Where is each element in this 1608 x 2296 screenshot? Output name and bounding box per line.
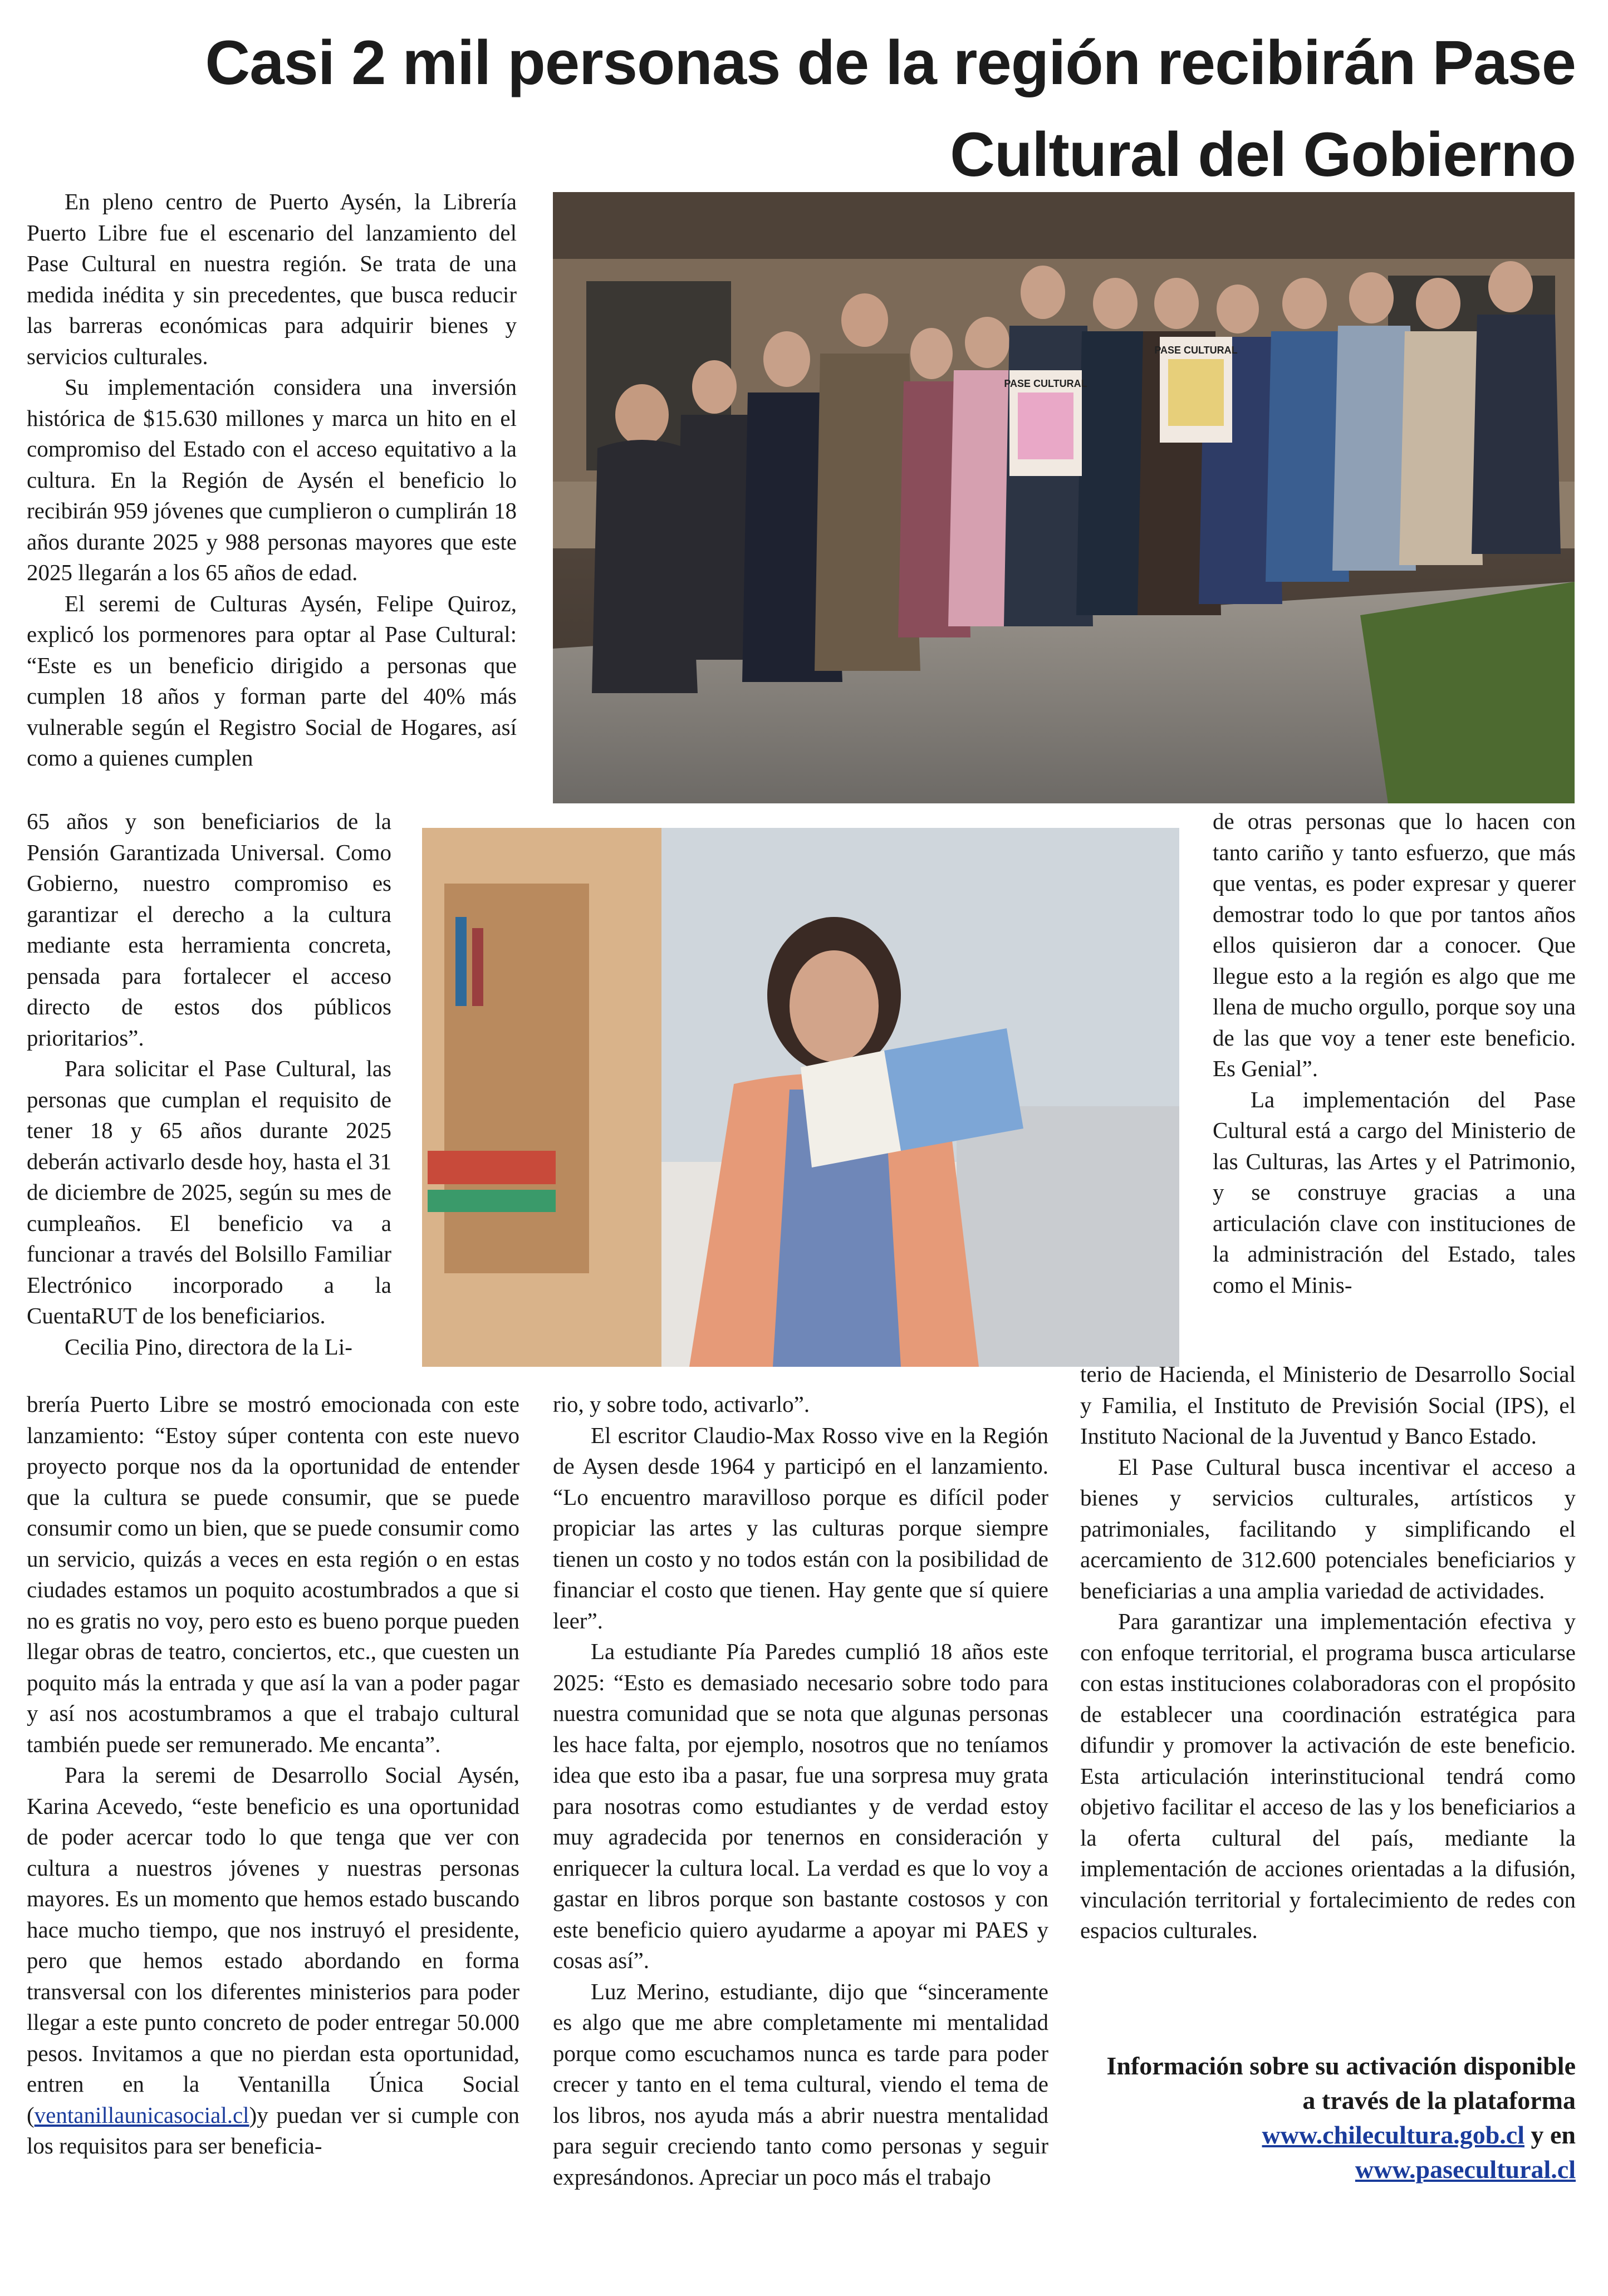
paragraph: Su implementación considera una inversión histórica de $15.630 millones y marca un hito en el compromiso del Estado con el acceso equitativo a la cultura. En la Región de Aysén el beneficio lo recibirán 959 jóvenes que cumplieron o cumplirán 18 años durante 2025 y 988 personas mayores que este 2025 llegarán a los 65 años de edad. [27, 374, 517, 585]
paragraph: Luz Merino, estudiante, dijo que “sinceramente es algo que me abre completamente mi mentalidad porque como escuchamos nunca es tarde para poder crecer y tanto en el tema cultural, viendo el tema de los libros, nos ayuda más a abrir nuestra mentalidad para seguir creciendo tanto como personas y seguir expresándonos. Apreciar un poco más el trabajo [553, 1978, 1048, 2190]
pasecultural-link[interactable]: www.pasecultural.cl [1355, 2155, 1576, 2184]
paragraph: 65 años y son beneficiarios de la Pensión Garantizada Universal. Como Gobierno, nuestro compromiso es garantizar el derecho a la cultura mediante esta herramienta concreta, pensada para fortalecer el acceso directo de estos dos públicos prioritarios”. [27, 808, 391, 1051]
chilecultura-link[interactable]: www.chilecultura.gob.cl [1262, 2121, 1524, 2149]
paragraph: terio de Hacienda, el Ministerio de Desarrollo Social y Familia, el Instituto de Previsión Social (IPS), el Instituto Nacional de la Juventud y Banco Estado. [1080, 1361, 1576, 1449]
activation-info [1091, 2049, 1576, 2187]
headline: Casi 2 mil personas de la región recibirán Pase Cultural del Gobierno [205, 28, 1576, 189]
paragraph: El Pase Cultural busca incentivar el acceso a bienes y servicios culturales, artísticos y patrimoniales, facilitando y simplificando el acercamiento de 312.600 potenciales beneficiarios y beneficiarias a una amplia variedad de actividades. [1080, 1454, 1576, 1603]
paragraph: Para solicitar el Pase Cultural, las personas que cumplan el requisito de tener 18 y 65 años durante 2025 deberán activarlo desde hoy, hasta el 31 de diciembre de 2025, según su mes de cumpleaños. El beneficio va a funcionar a través del Bolsillo Familiar Electrónico incorporado a la CuentaRUT de los beneficiarios. [27, 1056, 391, 1328]
info-text: Información sobre su activación disponible a través de la plataforma [1106, 2052, 1576, 2115]
column-2 [553, 1389, 1048, 2192]
paragraph-text: Para la seremi de Desarrollo Social Aysén, Karina Acevedo, “este beneficio es una oportunidad de poder acercar todo lo que tenga que ver con cultura a nuestros jóvenes y nuestras personas mayores. Es un momento que hemos estado buscando hace mucho tiempo, que nos instruyó el presidente, pero que hemos estado abordando en forma transversal con los diferentes ministerios para poder llegar a este punto concreto de poder entregar 50.000 pesos. Invitamos a que no pierdan esta oportunidad, entren en la Ventanilla Única Social ( [27, 1762, 519, 2128]
poster-1-label: PASE CULTURAL [1004, 378, 1087, 389]
paragraph: La implementación del Pase Cultural está a cargo del Ministerio de las Culturas, las Artes y el Patrimonio, y se construye gracias a una articulación clave con instituciones de la administración del Estado, tales como el Minis- [1213, 1086, 1576, 1298]
paragraph: El seremi de Culturas Aysén, Felipe Quiroz, explicó los pormenores para optar al Pase Cultural: “Este es un beneficio dirigido a personas que cumplen 18 años y forman parte del 40% más vulnerable según el Registro Social de Hogares, así como a quienes cumplen [27, 590, 517, 771]
paragraph [27, 1760, 519, 2162]
column-3-bottom [1080, 1359, 1576, 1946]
ventanilla-link[interactable]: ventanillaunicasocial.cl [34, 2102, 249, 2128]
paragraph: El escritor Claudio-Max Rosso vive en la Región de Aysen desde 1964 y participó en el lanzamiento. “Lo encuentro maravilloso porque es difícil poder propiciar las artes y las culturas porque siempre tienen un costo y no todos están con la posibilidad de financiar el costo que tienen. Hay gente que sí quiere leer”. [553, 1422, 1048, 1633]
column-1-middle [27, 806, 391, 1362]
column-1-bottom [27, 1389, 519, 2162]
column-3-top [1213, 806, 1576, 1301]
paragraph: de otras personas que lo hacen con tanto cariño y tanto esfuerzo, que más que ventas, es poder expresar y querer demostrar todo lo que por tantos años ellos quisieron dar a conocer. Que llegue esto a la región es algo que me llena de mucho orgullo, porque soy una de las que voy a tener este beneficio. Es Genial”. [1213, 808, 1576, 1081]
paragraph-text: )y puedan ver si cumple con los requisitos para ser beneficia- [27, 2102, 519, 2158]
paragraph: Para garantizar una implementación efectiva y con enfoque territorial, el programa busca articularse con estas instituciones colaboradoras con el propósito de establecer una coordinación estratégica para difundir y promover la activación de este beneficio. Esta articulación interinstitucional tendrá como objetivo facilitar el acceso de las y los beneficiarios a la oferta cultural del país, mediante la implementación de acciones orientadas a la difusión, vinculación territorial y fortalecimiento de redes con espacios culturales. [1080, 1608, 1576, 1943]
paragraph: brería Puerto Libre se mostró emocionada con este lanzamiento: “Estoy súper contenta con este nuevo proyecto porque nos da la oportunidad de entender que la cultura se puede consumir, que se puede consumir como un bien, que se puede consumir como un servicio, quizás a veces en esta región o en estas ciudades estamos un poquito acostumbrados a que si no es gratis no voy, pero esto es bueno porque pueden llegar obras de teatro, conciertos, etc., que cuesten un poquito más la entrada y que así la van a poder pagar y así nos acostumbramos a que el trabajo cultural también puede ser remunerado. Me encanta”. [27, 1391, 519, 1757]
paragraph: rio, y sobre todo, activarlo”. [553, 1391, 810, 1417]
paragraph: Cecilia Pino, directora de la Li- [65, 1333, 352, 1360]
student-reading-photo [422, 828, 1179, 1367]
info-text: y en [1524, 2121, 1576, 2149]
paragraph: La estudiante Pía Paredes cumplió 18 años este 2025: “Esto es demasiado necesario sobre todo para nuestra comunidad que se nota que algunas personas les hace falta, por ejemplo, nosotros que no teníamos idea que esto iba a pasar, fue una sorpresa muy grata para nosotras como estudiantes y de verdad estoy muy agradecida por tenernos en consideración y enriquecer la cultura local. La verdad es que lo voy a gastar en libros porque son bastante costosos y con este beneficio quiero ayudarme a apoyar mi PAES y cosas así”. [553, 1638, 1048, 1973]
group-photo [553, 192, 1575, 803]
column-1-top [27, 187, 517, 774]
paragraph: En pleno centro de Puerto Aysén, la Librería Puerto Libre fue el escenario del lanzamiento del Pase Cultural en nuestra región. Se trata de una medida inédita y sin precedentes, que busca reducir las barreras económicas para adquirir bienes y servicios culturales. [27, 189, 517, 369]
poster-2-label: PASE CULTURAL [1154, 345, 1238, 356]
